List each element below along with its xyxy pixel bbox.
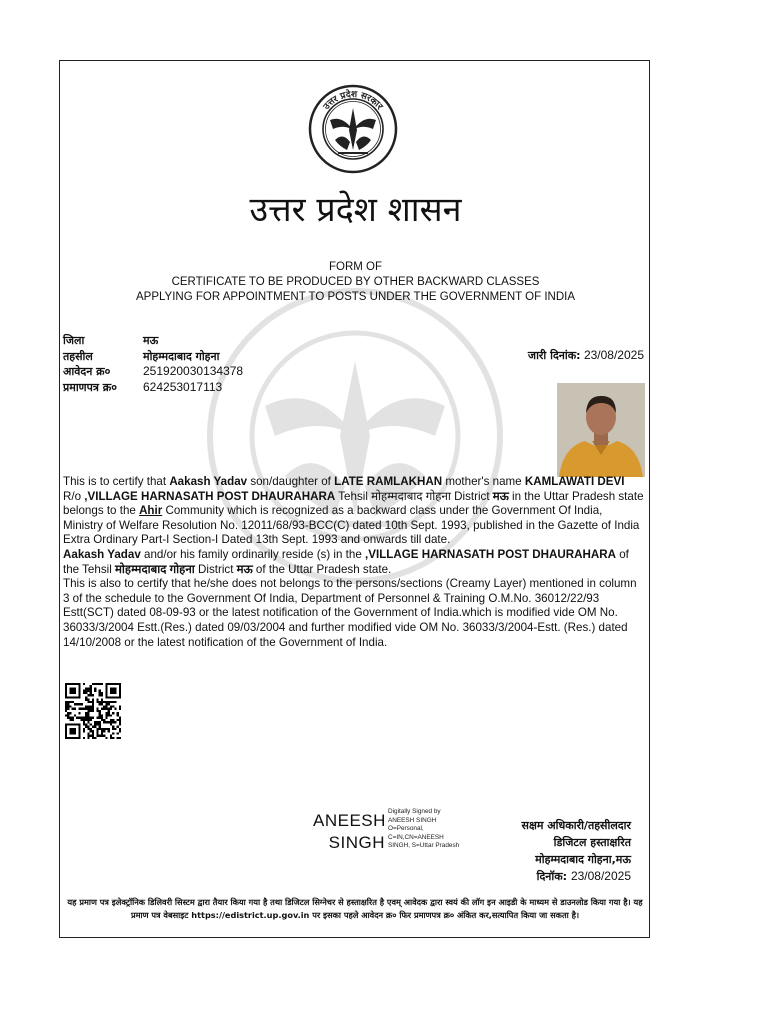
certificate-details: [63, 333, 243, 395]
district-label: जिला: [63, 334, 85, 347]
applicant-name: Aakash Yadav: [169, 475, 248, 488]
form-heading-line1: FORM OF: [328, 261, 383, 273]
father-name: LATE RAMLAKHAN: [334, 475, 443, 488]
issue-date: [528, 348, 644, 363]
issue-date-label: जारी दिनांक:: [527, 349, 581, 362]
resident-tehsil: मोहम्मदाबाद गोहना: [115, 562, 195, 576]
application-no-value: 251920030134378: [143, 364, 244, 378]
resident-name: Aakash Yadav: [63, 547, 141, 561]
application-no-label: आवेदन क्र०: [63, 365, 111, 378]
certificate-body: [63, 475, 645, 650]
form-heading: [60, 260, 650, 305]
certificate-page: [59, 60, 650, 938]
uttar-pradesh-emblem-icon: [308, 84, 398, 174]
government-title: उत्तर प्रदेश शासन: [249, 190, 462, 230]
district-value: मऊ: [143, 334, 159, 347]
resident-district: मऊ: [236, 562, 253, 576]
certificate-no-label: प्रमाणपत्र क्र०: [63, 380, 117, 394]
certificate-paragraph-3: This is also to certify that he/she does not belongs to the persons/sections (Creamy Layer) mentioned in column 3 of the schedule to the Government Of India, Department of Personnel & Training O.M.No. 36012/22/93 Estt(SCT) dated 08-09-93 or the latest notification of the Government of India.which is modified vide OM No. 36033/3/2004 Estt.(Res.) dated 09/03/2004 and further modified vide OM No. 36033/3/2004-Estt. (Res.) dated 14/10/2008 or the latest notification of the Government of India.: [63, 577, 637, 649]
signature-details: Digitally Signed by ANEESH SINGH O=Personal, C=IN,CN=ANEESH SINGH, S=Uttar Pradesh: [388, 808, 460, 850]
issuing-authority: [522, 817, 631, 885]
digital-signature: [313, 806, 483, 858]
qr-code-icon[interactable]: [65, 683, 121, 739]
resident-address: ,VILLAGE HARNASATH POST DHAURAHARA: [365, 547, 616, 561]
footer-note: यह प्रमाण पत्र इलेक्ट्रॉनिक डिलिवरी सिस्टम द्वारा तैयार किया गया है तथा डिजिटल सिग्नेचर से हस्ताक्षरित है एवम् आवेदक द्वारा स्वयं की लॉग इन आइडी के माध्यम से डाउनलोड किया गया है। यह प्रमाण पत्र वेबसाइट https://edistrict.up.gov.in पर इसका पहले आवेदन क्र० फिर प्रमाणपत्र क्र० अंकित कर,सत्यापित किया जा सकता है।: [67, 897, 643, 920]
issue-date-value: 23/08/2025: [583, 348, 644, 362]
certificate-paragraph-1: This is to certify that Aakash Yadav son/daughter of LATE RAMLAKHAN mother's name KAMLAWATI DEVI R/o ,VILLAGE HARNASATH POST DHAURAHARA Tehsil मोहम्मदाबाद गोहना District मऊ in the Uttar Pradesh state belongs to the Ahir Community which is recognized as a backward class under the Government Of India, Ministry of Welfare Resolution No. 12011/68/93-BCC(C) dated 10th Sept. 1993, published in the Gazette of India Extra Ordinary Part-I Section-I Dated 13th Sept. 1993 and onwards till date.: [63, 475, 644, 547]
district-name: मऊ: [492, 489, 509, 503]
authority-signature-type: डिजिटल हस्ताक्षरित: [553, 836, 631, 849]
residence: ,VILLAGE HARNASATH POST DHAURAHARA: [84, 489, 336, 503]
emblem-text: उत्तर प्रदेश सरकार: [321, 89, 385, 112]
authority-date: दिनॉक: 23/08/2025: [536, 869, 631, 883]
signer-name: ANEESH SINGH: [313, 811, 386, 852]
authority-designation: सक्षम अधिकारी/तहसीलदार: [521, 819, 631, 832]
mother-name: KAMLAWATI DEVI: [524, 475, 625, 488]
tehsil-name: मोहम्मदाबाद गोहना: [371, 489, 451, 503]
tehsil-label: तहसील: [63, 349, 93, 363]
tehsil-value: मोहम्मदाबाद गोहना: [143, 349, 220, 363]
form-heading-line2: CERTIFICATE TO BE PRODUCED BY OTHER BACKWARD CLASSES: [171, 276, 540, 288]
authority-office: मोहम्मदाबाद गोहना,मऊ: [535, 853, 631, 866]
community-name: Ahir: [139, 504, 163, 518]
applicant-photo: [557, 383, 645, 477]
certificate-paragraph-2: Aakash Yadav and/or his family ordinarily reside (s) in the ,VILLAGE HARNASATH POST DHAURAHARA of the Tehsil मोहम्मदाबाद गोहना District मऊ of the Uttar Pradesh state.: [63, 547, 629, 576]
certificate-no-value: 624253017113: [143, 379, 223, 394]
form-heading-line3: APPLYING FOR APPOINTMENT TO POSTS UNDER THE GOVERNMENT OF INDIA: [136, 291, 575, 303]
